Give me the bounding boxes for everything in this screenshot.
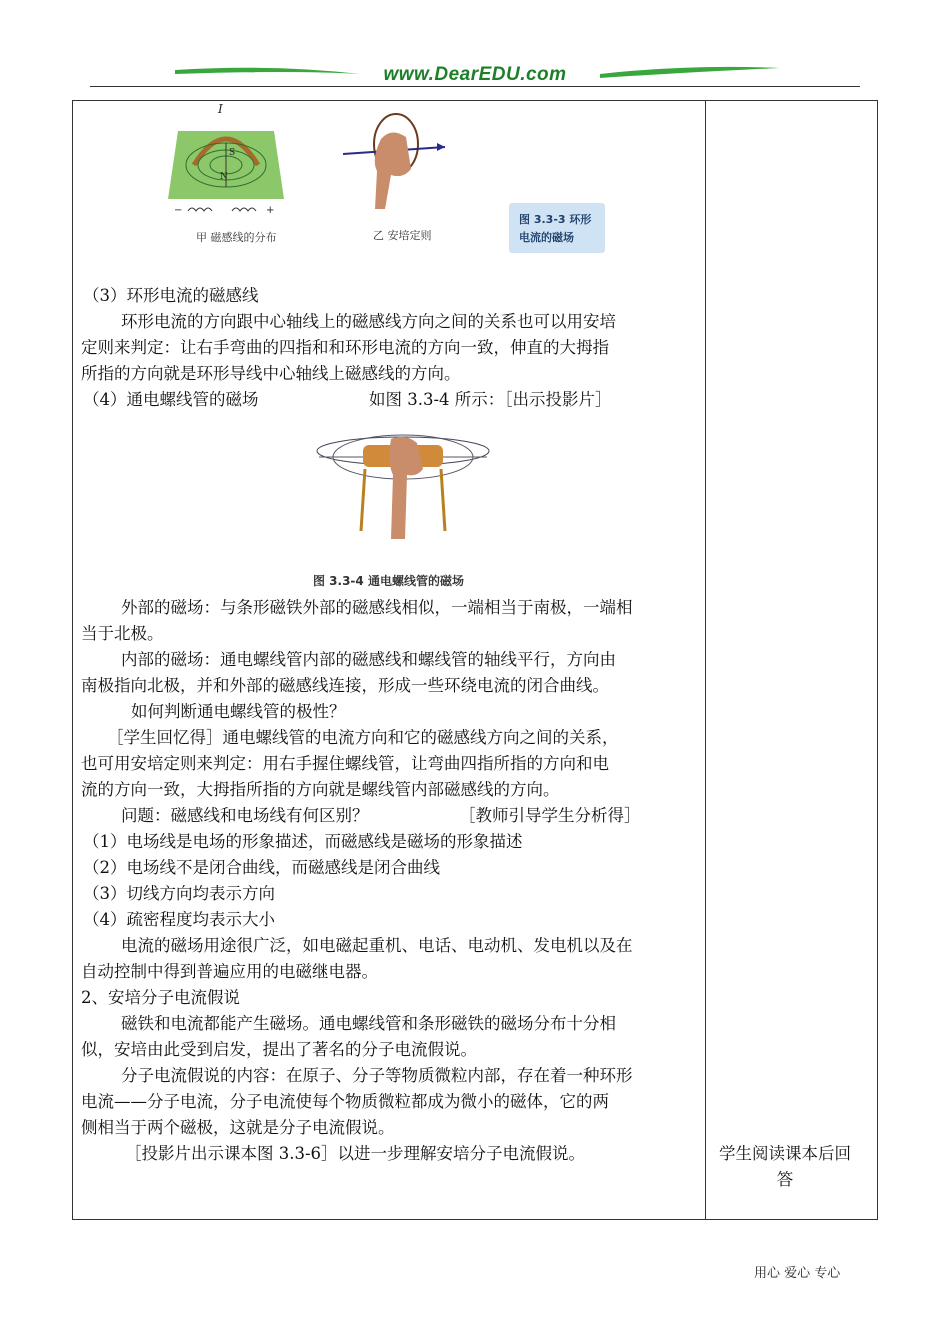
text-line: 电流——分子电流，分子电流使每个物质微粒都成为微小的磁体，它的两 [81,1092,609,1111]
page-footer: 用心 爱心 专心 [754,1266,841,1281]
column-divider [705,101,706,1219]
lesson-table [72,100,878,1220]
right-note-line2: 答 [776,1170,794,1189]
figure-caption-a: 甲 磁感线的分布 [196,231,277,244]
text-line: ［学生回忆得］通电螺线管的电流方向和它的磁感线方向之间的关系， [107,728,619,747]
text-line: 南极指向北极，并和外部的磁感线连接，形成一些环绕电流的闭合曲线。 [81,676,609,695]
text-line: 如图 3.3-4 所示：［出示投影片］ [369,390,612,409]
text-line: 2、安培分子电流假说 [81,988,240,1007]
text-line: （4）疏密程度均表示大小 [83,910,275,929]
text-line: 所指的方向就是环形导线中心轴线上磁感线的方向。 [81,364,461,383]
figure-solenoid [313,419,493,548]
text-line: 如何判断通电螺线管的极性？ [131,702,346,721]
figure-caption-b: 乙 安培定则 [373,229,432,242]
current-label: I [218,103,223,116]
text-line: （3）环形电流的磁感线 [83,286,259,305]
text-line: 外部的磁场：与条形磁铁外部的磁感线相似，一端相当于南极，一端相 [121,598,633,617]
plus-sign: + [266,205,275,213]
figure-label-box [509,203,605,253]
right-hand-image [341,109,451,219]
field-distribution-image [166,103,286,213]
figure-right-hand-rule [341,109,451,223]
site-header [90,60,860,100]
text-line: 磁铁和电流都能产生磁场。通电螺线管和条形磁铁的磁场分布十分相 [121,1014,616,1033]
text-line: 分子电流假说的内容：在原子、分子等物质微粒内部，存在着一种环形 [121,1066,633,1085]
text-line: （3）切线方向均表示方向 [83,884,275,903]
text-line: 定则来判定：让右手弯曲的四指和和环形电流的方向一致，伸直的大拇指 [81,338,609,357]
text-line: 也可用安培定则来判定：用右手握住螺线管，让弯曲四指所指的方向和电 [81,754,609,773]
text-line: 问题：磁感线和电场线有何区别？ [121,806,369,825]
figure-caption-c2: 电流的磁场 [519,231,574,244]
header-rule [90,86,860,87]
text-line: ［投影片出示课本图 3.3-6］以进一步理解安培分子电流假说。 [125,1144,586,1163]
text-line: （4）通电螺线管的磁场 [83,390,259,409]
text-line: 似，安培由此受到启发，提出了著名的分子电流假说。 [81,1040,477,1059]
text-line: （1）电场线是电场的形象描述，而磁感线是磁场的形象描述 [83,832,523,851]
text-line: 环形电流的方向跟中心轴线上的磁感线方向之间的关系也可以用安培 [121,312,616,331]
text-line: 自动控制中得到普遍应用的电磁继电器。 [81,962,378,981]
text-line: 内部的磁场：通电螺线管内部的磁感线和螺线管的轴线平行，方向由 [121,650,616,669]
right-column-note [697,1141,873,1193]
figure-caption-c1: 图 3.3-3 环形 [519,213,592,226]
minus-sign: − [174,205,183,213]
text-line: 当于北极。 [81,624,164,643]
right-note-line1: 学生阅读课本后回 [719,1144,851,1163]
pole-n-label: N [220,172,228,182]
pole-s-label: S [229,148,236,158]
text-line: ［教师引导学生分析得］ [459,806,641,825]
figure-ring-current-field [166,103,286,217]
text-line: 电流的磁场用途很广泛，如电磁起重机、电话、电动机、发电机以及在 [121,936,633,955]
solenoid-image [313,419,493,544]
text-line: 侧相当于两个磁极，这就是分子电流假说。 [81,1118,395,1137]
site-logo-text: www.DearEDU.com [383,64,567,85]
text-line: （2）电场线不是闭合曲线，而磁感线是闭合曲线 [83,858,440,877]
figure-caption-solenoid: 图 3.3-4 通电螺线管的磁场 [313,574,464,588]
text-line: 流的方向一致，大拇指所指的方向就是螺线管内部磁感线的方向。 [81,780,560,799]
